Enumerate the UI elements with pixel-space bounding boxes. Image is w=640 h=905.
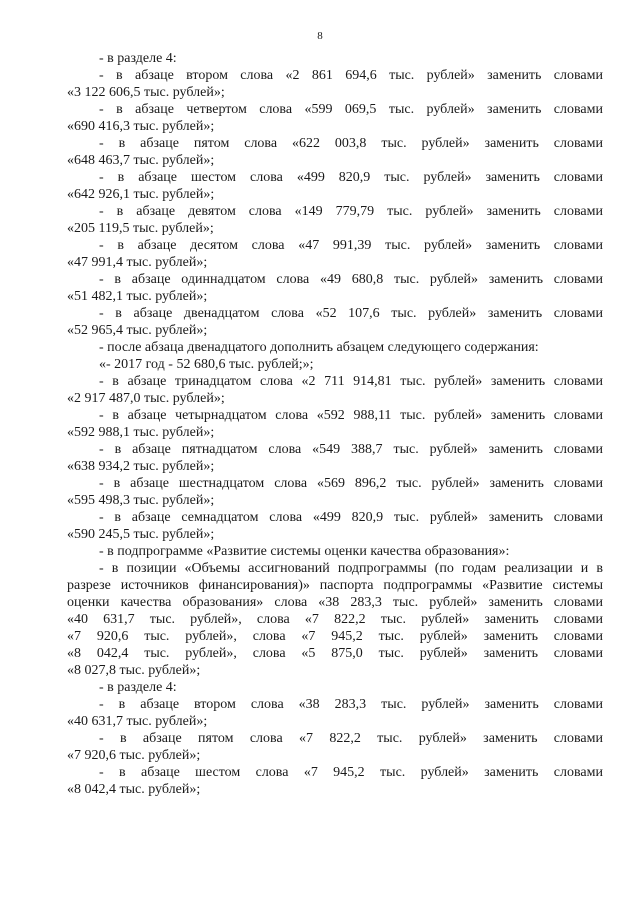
document-line: «7 920,6 тыс. рублей», слова «7 945,2 тыс. рублей» заменить словами — [67, 629, 603, 644]
document-line: - после абзаца двенадцатого дополнить абзацем следующего содержания: — [99, 340, 539, 355]
document-line: - в абзаце семнадцатом слова «499 820,9 тыс. рублей» заменить словами — [99, 510, 603, 525]
document-line: - в позиции «Объемы ассигнований подпрограммы (по годам реализации и в — [99, 561, 603, 576]
document-line: - в абзаце четырнадцатом слова «592 988,11 тыс. рублей» заменить словами — [99, 408, 603, 423]
document-line: «3 122 606,5 тыс. рублей»; — [67, 85, 225, 100]
document-line: «648 463,7 тыс. рублей»; — [67, 153, 215, 168]
document-line: «52 965,4 тыс. рублей»; — [67, 323, 208, 338]
document-line: оценки качества образования» слова «38 283,3 тыс. рублей» заменить словами — [67, 595, 603, 610]
document-line: «595 498,3 тыс. рублей»; — [67, 493, 215, 508]
document-line: «7 920,6 тыс. рублей»; — [67, 748, 201, 763]
document-line: «638 934,2 тыс. рублей»; — [67, 459, 215, 474]
document-line: «2 917 487,0 тыс. рублей»; — [67, 391, 225, 406]
document-line: «590 245,5 тыс. рублей»; — [67, 527, 215, 542]
document-line: «40 631,7 тыс. рублей»; — [67, 714, 208, 729]
document-line: - в абзаце шестнадцатом слова «569 896,2 тыс. рублей» заменить словами — [99, 476, 603, 491]
document-line: «51 482,1 тыс. рублей»; — [67, 289, 208, 304]
document-line: - в абзаце девятом слова «149 779,79 тыс. рублей» заменить словами — [99, 204, 603, 219]
document-line: «642 926,1 тыс. рублей»; — [67, 187, 215, 202]
document-line: «8 027,8 тыс. рублей»; — [67, 663, 201, 678]
document-line: - в абзаце втором слова «2 861 694,6 тыс. рублей» заменить словами — [99, 68, 603, 83]
document-line: «690 416,3 тыс. рублей»; — [67, 119, 215, 134]
document-body — [67, 50, 603, 798]
document-line: - в разделе 4: — [99, 680, 177, 695]
document-line: «205 119,5 тыс. рублей»; — [67, 221, 214, 236]
document-line: «8 042,4 тыс. рублей»; — [67, 782, 201, 797]
document-line: - в абзаце пятнадцатом слова «549 388,7 тыс. рублей» заменить словами — [99, 442, 603, 457]
document-line: - в абзаце пятом слова «7 822,2 тыс. рублей» заменить словами — [99, 731, 603, 746]
document-line: - в разделе 4: — [99, 51, 177, 66]
document-line: - в абзаце одиннадцатом слова «49 680,8 тыс. рублей» заменить словами — [99, 272, 603, 287]
document-line: разрезе источников финансирования)» паспорта подпрограммы «Развитие системы — [67, 578, 603, 593]
document-line: «- 2017 год - 52 680,6 тыс. рублей;»; — [99, 357, 314, 372]
document-line: - в абзаце двенадцатом слова «52 107,6 тыс. рублей» заменить словами — [99, 306, 603, 321]
document-line: - в абзаце четвертом слова «599 069,5 тыс. рублей» заменить словами — [99, 102, 603, 117]
document-line: «47 991,4 тыс. рублей»; — [67, 255, 208, 270]
document-line: - в абзаце шестом слова «7 945,2 тыс. рублей» заменить словами — [99, 765, 603, 780]
document-line: «592 988,1 тыс. рублей»; — [67, 425, 215, 440]
document-line: - в абзаце тринадцатом слова «2 711 914,81 тыс. рублей» заменить словами — [99, 374, 603, 389]
document-line: «40 631,7 тыс. рублей», слова «7 822,2 тыс. рублей» заменить словами — [67, 612, 603, 627]
document-line: «8 042,4 тыс. рублей», слова «5 875,0 тыс. рублей» заменить словами — [67, 646, 603, 661]
document-line: - в абзаце шестом слова «499 820,9 тыс. рублей» заменить словами — [99, 170, 603, 185]
document-line: - в абзаце десятом слова «47 991,39 тыс. рублей» заменить словами — [99, 238, 603, 253]
document-line: - в подпрограмме «Развитие системы оценки качества образования»: — [99, 544, 510, 559]
document-line: - в абзаце пятом слова «622 003,8 тыс. рублей» заменить словами — [99, 136, 603, 151]
document-line: - в абзаце втором слова «38 283,3 тыс. рублей» заменить словами — [99, 697, 603, 712]
page-number: 8 — [317, 30, 323, 42]
